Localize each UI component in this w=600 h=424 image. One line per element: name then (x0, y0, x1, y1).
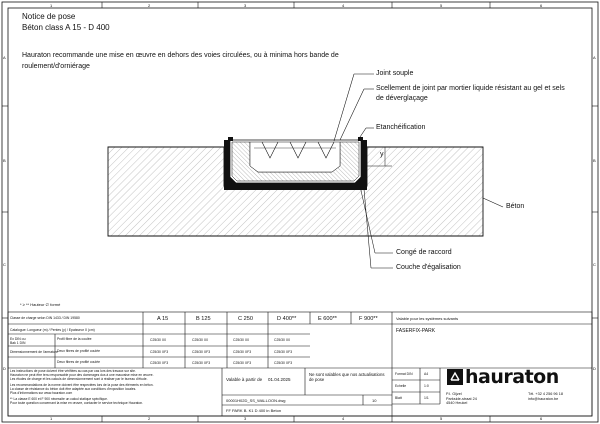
row3-label-b: Deux fibres de profilé coulée (57, 360, 100, 364)
recommendation-line-1: Hauraton recommande une mise en œuvre en dehors des voies circulées, ou à minima hors bande de (22, 52, 339, 59)
row1-label-b: Profil fibre de la coulée (57, 337, 92, 341)
row2-label-a: Dimensionnement de l'armature (10, 350, 58, 354)
row1-label-a: Ex DIN ou Bak 1 DIN (10, 337, 26, 345)
row3-val-a15: C25/30 XF3 (150, 361, 169, 365)
remark-line: Les études de charge et les calculs de dimensionnement sont à réaliser par le bureau d'étude. (10, 377, 148, 381)
frame-col-6-bottom: 6 (540, 416, 543, 421)
frame-row-c-right: C (593, 262, 596, 267)
system-name: FASERFIX-PARK (396, 328, 436, 334)
frame-col-4: 4 (342, 3, 345, 8)
remark-line: Les instructions de pose doivent être vérifiées au cas par cas lors des travaux sur site. (10, 369, 136, 373)
row2-val-b125: C25/30 XF3 (192, 350, 211, 354)
section-view (108, 74, 503, 268)
class-f900: F 900** (359, 316, 378, 322)
frame-row-a-right: A (593, 55, 596, 60)
row1-val-a15: C25/30 X0 (150, 338, 167, 342)
label-conge: Congé de raccord (396, 249, 452, 256)
class-c250: C 250 (238, 316, 253, 322)
row1-val-b125: C25/30 X0 (192, 338, 209, 342)
class-b125: B 125 (196, 316, 211, 322)
document-title: Notice de pose (22, 12, 76, 21)
frame-row-d: D (3, 366, 6, 371)
remark-line: La classe de résistance du béton doit être adaptée aux conditions d'exposition locales. (10, 387, 137, 391)
footnote: * ≥ ** Hauteur ∅ formé (20, 302, 61, 307)
frame-col-6: 6 (540, 3, 543, 8)
frame-col-3-bottom: 3 (244, 416, 247, 421)
row2-val-c250: C25/30 XF3 (233, 350, 252, 354)
row2-val-d400: C25/30 XF3 (274, 350, 293, 354)
recommendation-note (22, 51, 382, 72)
remark-line: ** La classe E 600 et F 900 nécessite un calcul statique spécifique. (10, 397, 108, 401)
company-address (446, 392, 477, 406)
company-phone: Tél. +32 4 256 96 18 (528, 392, 563, 396)
frame-col-3: 3 (244, 3, 247, 8)
valid-from-label: Valable à partir de (226, 377, 263, 382)
drawing-title: FF PARK B. K1 D 400 in Beton (226, 408, 282, 413)
valid-for-label: Valable pour les systèmes suivants (396, 316, 459, 321)
document-subtitle: Béton class A 15 - D 400 (22, 23, 110, 32)
label-beton: Béton (506, 203, 525, 210)
recommendation-line-2: roulement/d'orniérage (22, 62, 90, 70)
frame-col-4-bottom: 4 (342, 416, 345, 421)
sheet-value: 1/1 (424, 396, 429, 400)
label-joint-souple: Joint souple (376, 70, 414, 77)
row3-val-d400: C25/30 XF3 (274, 361, 293, 365)
class-a15: A 15 (157, 316, 169, 322)
remark-line: Plus d'informations sur www.hauraton.com (10, 391, 73, 395)
frame-col-1: 1 (50, 3, 53, 8)
address-line-3: 4540 Heukel (446, 401, 468, 406)
sheet-label: Blatt (395, 396, 402, 400)
frame-row-b: B (3, 158, 6, 163)
drawing-number: 00001H02D_SS_WALLOON.dwg (226, 398, 286, 403)
frame-row-d-right: D (593, 366, 596, 371)
logo-mark (447, 369, 463, 385)
class-e600: E 600** (318, 316, 337, 322)
format-label: Format DIN (395, 372, 413, 376)
table-row-header: Catalogue: Longueur (m) / Pentes (y) / Epaisseur X (cm) (10, 328, 95, 332)
table-standard: Classe de charge selon DIN 1433 / DIN 19580 (10, 316, 80, 320)
address-line-1: P.I. Gijzel (446, 392, 462, 396)
frame-row-a: A (3, 55, 6, 60)
class-d400: D 400** (277, 316, 297, 322)
label-couche: Couche d'égalisation (396, 264, 461, 271)
no-longer-valid: Ne sont valables que nos actualisations de pose (309, 372, 385, 382)
label-scellement-1: Scellement de joint par mortier liquide résistant au gel et sels (376, 85, 565, 92)
frame-col-5-bottom: 5 (440, 416, 443, 421)
frame-row-c: C (3, 262, 6, 267)
row3-val-b125: C25/30 XF3 (192, 361, 211, 365)
scale-value: 1:0 (424, 384, 429, 388)
scale-label: Echelle (395, 384, 407, 388)
row1-val-c250: C25/30 X0 (233, 338, 250, 342)
frame-col-1-bottom: 1 (50, 416, 53, 421)
frame-col-2-bottom: 2 (148, 416, 151, 421)
frame-col-2: 2 (148, 3, 151, 8)
remark-line: Pour toute question concernant la mise en œuvre, contacter le service technique Hauraton. (10, 401, 144, 405)
frame-row-b-right: B (593, 158, 596, 163)
company-logo: hauraton (465, 366, 559, 388)
company-email: info@hauraton.be (528, 396, 559, 401)
format-value: A4 (424, 372, 429, 376)
remark-line: Hauraton ne peut être tenu responsable pour des dommages dus à une mauvaise mise en œuvre. (10, 373, 154, 377)
label-etancheification: Etanchéification (376, 124, 426, 131)
address-line-2: Parkside-straat 24 (446, 396, 477, 401)
dimension-y: y (380, 151, 384, 158)
row3-val-c250: C25/30 XF3 (233, 361, 252, 365)
page-number: 10 (372, 398, 377, 403)
valid-from-date: 01.04.2025 (268, 377, 291, 382)
remarks-block (10, 369, 220, 405)
frame-col-5: 5 (440, 3, 443, 8)
company-contact (528, 392, 563, 401)
label-scellement-2: de déverglaçage (376, 95, 428, 102)
remark-line: Les recommandations de la norme doivent être respectées lors de la pose des éléments en béton. (10, 383, 154, 387)
row2-label-b: Deux fibres de profilé coulée (57, 349, 100, 353)
row1-val-d400: C25/30 X0 (274, 338, 291, 342)
row2-val-a15: C25/30 XF3 (150, 350, 169, 354)
